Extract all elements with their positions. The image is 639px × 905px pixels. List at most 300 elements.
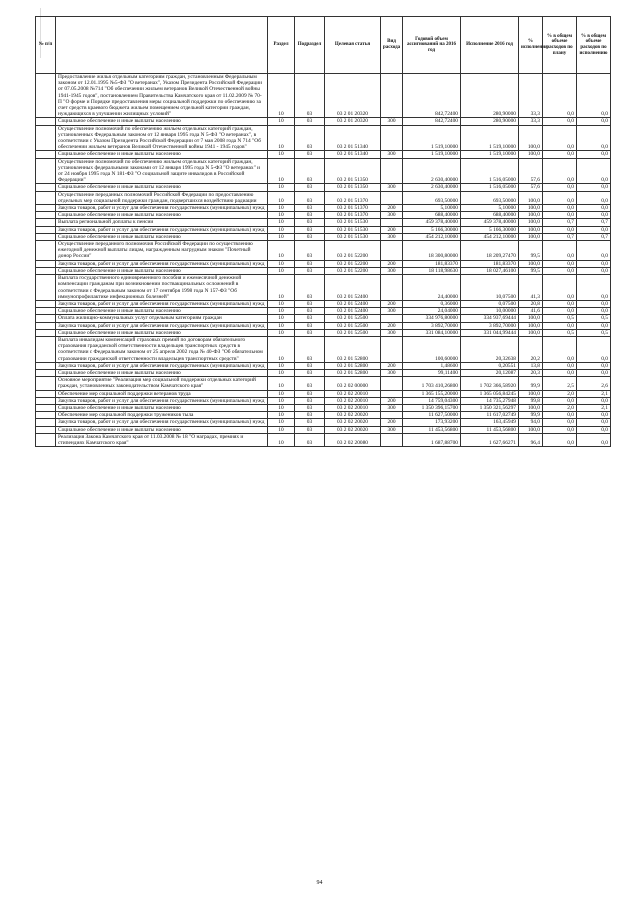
row-percent: 99,5 [519, 241, 543, 261]
row-execution: 1 516,05000 [461, 184, 519, 191]
row-percent: 41,3 [519, 275, 543, 301]
row-plan: 1 703 410,26800 [403, 377, 461, 390]
header-share-execution: % в общем объеме расходов по исполнению [577, 17, 611, 74]
row-name: Основное мероприятие "Реализация мер социальной поддержки отдельных категорий граждан, установленных законодательством Камчатского края" [56, 377, 268, 390]
row-execution: 20,32638 [461, 336, 519, 362]
row-share-execution: 0,7 [577, 233, 611, 240]
row-share-execution: 0,5 [577, 329, 611, 336]
row-execution: 181,83370 [461, 260, 519, 267]
row-expense-type: 200 [381, 205, 403, 212]
row-execution: 18 209,27470 [461, 241, 519, 261]
budget-execution-table [35, 16, 611, 447]
row-share-plan: 0,0 [543, 260, 577, 267]
row-razdel: 10 [268, 260, 295, 267]
header-annual-plan: Годовой объем ассигнований на 2016 год [403, 17, 461, 74]
row-name: Закупка товаров, работ и услуг для обеспечения государственных (муниципальных) нужд [56, 362, 268, 369]
row-expense-type [381, 433, 403, 446]
row-plan: 173,93200 [403, 419, 461, 426]
row-num [36, 308, 56, 315]
row-num [36, 241, 56, 261]
row-share-execution: 0,0 [577, 184, 611, 191]
row-expense-type: 300 [381, 118, 403, 125]
row-plan: 1 519,10000 [403, 151, 461, 158]
row-razdel: 10 [268, 205, 295, 212]
row-name: Осуществление полномочий по обеспечению жильем отдельных категорий граждан, установленных федеральными законами от 12 января 1995 года N 5-ФЗ "О ветеранах" и от 24 ноября 1995 года N 181-ФЗ "О социальной защите инвалидов в Российской Федерации" [56, 158, 268, 184]
row-percent: 100,0 [519, 233, 543, 240]
row-expense-type: 300 [381, 212, 403, 219]
table-row [36, 377, 611, 390]
row-num [36, 315, 56, 322]
row-num [36, 125, 56, 151]
row-share-execution: 0,0 [577, 426, 611, 433]
row-percent: 100,0 [519, 212, 543, 219]
row-razdel: 10 [268, 426, 295, 433]
row-podrazdel: 03 [295, 377, 325, 390]
row-execution: 3 892,70000 [461, 322, 519, 329]
row-share-execution: 0,0 [577, 260, 611, 267]
row-razdel: 10 [268, 158, 295, 184]
row-num [36, 419, 56, 426]
row-target-article: 03 2 01 20320 [325, 74, 381, 118]
row-target-article: 03 2 02 20020 [325, 426, 381, 433]
row-target-article: 03 2 02 20020 [325, 419, 381, 426]
row-percent: 100,0 [519, 260, 543, 267]
row-percent: 100,0 [519, 404, 543, 411]
row-target-article: 03 2 01 52400 [325, 308, 381, 315]
row-target-article: 03 2 01 52400 [325, 275, 381, 301]
row-expense-type [381, 241, 403, 261]
row-razdel: 10 [268, 118, 295, 125]
row-razdel: 10 [268, 308, 295, 315]
row-num [36, 267, 56, 274]
row-share-plan: 0,0 [543, 433, 577, 446]
row-podrazdel: 03 [295, 390, 325, 397]
row-share-plan: 0,0 [543, 322, 577, 329]
row-podrazdel: 03 [295, 205, 325, 212]
row-num [36, 336, 56, 362]
row-share-execution: 0,0 [577, 397, 611, 404]
row-execution: 280,90000 [461, 74, 519, 118]
table-row [36, 158, 611, 184]
row-plan: 181,83370 [403, 260, 461, 267]
row-podrazdel: 03 [295, 404, 325, 411]
row-share-plan: 0,0 [543, 118, 577, 125]
row-execution: 688,40000 [461, 212, 519, 219]
table-row [36, 118, 611, 125]
row-num [36, 404, 56, 411]
row-share-execution: 0,0 [577, 433, 611, 446]
row-share-execution: 0,0 [577, 419, 611, 426]
row-name: Закупка товаров, работ и услуг для обеспечения государственных (муниципальных) нужд [56, 419, 268, 426]
table-row [36, 184, 611, 191]
row-target-article: 03 2 02 00000 [325, 377, 381, 390]
row-expense-type: 200 [381, 260, 403, 267]
row-share-plan: 2,0 [543, 390, 577, 397]
row-percent: 99,9 [519, 412, 543, 419]
row-execution: 11 453,56800 [461, 426, 519, 433]
table-row [36, 260, 611, 267]
row-execution: 1 519,10000 [461, 125, 519, 151]
table-row [36, 74, 611, 118]
row-expense-type [381, 315, 403, 322]
table-row [36, 404, 611, 411]
row-share-execution: 2,6 [577, 377, 611, 390]
row-share-plan: 0,0 [543, 336, 577, 362]
row-razdel: 10 [268, 397, 295, 404]
row-target-article: 03 2 01 52400 [325, 300, 381, 307]
row-name: Закупка товаров, работ и услуг для обеспечения государственных (муниципальных) нужд [56, 260, 268, 267]
row-razdel: 10 [268, 412, 295, 419]
row-share-execution: 0,0 [577, 241, 611, 261]
row-target-article: 03 2 02 20020 [325, 412, 381, 419]
row-podrazdel: 03 [295, 125, 325, 151]
row-razdel: 10 [268, 191, 295, 204]
header-target-article: Целевая статья [325, 17, 381, 74]
row-num [36, 158, 56, 184]
row-podrazdel: 03 [295, 336, 325, 362]
row-name: Закупка товаров, работ и услуг для обеспечения государственных (муниципальных) нужд [56, 300, 268, 307]
row-execution: 1 519,10000 [461, 151, 519, 158]
row-expense-type: 300 [381, 151, 403, 158]
row-plan: 1,48600 [403, 362, 461, 369]
row-podrazdel: 03 [295, 275, 325, 301]
table-row [36, 233, 611, 240]
row-target-article: 03 2 01 51350 [325, 184, 381, 191]
table-row [36, 412, 611, 419]
row-num [36, 74, 56, 118]
row-execution: 459 378,40000 [461, 219, 519, 226]
row-percent: 99,5 [519, 267, 543, 274]
row-num [36, 118, 56, 125]
row-plan: 3 892,70000 [403, 322, 461, 329]
page-number: 94 [316, 880, 323, 886]
row-execution: 14 735,27948 [461, 397, 519, 404]
row-plan: 0,36000 [403, 300, 461, 307]
row-razdel: 10 [268, 125, 295, 151]
row-share-plan: 0,0 [543, 191, 577, 204]
table-row [36, 241, 611, 261]
row-percent: 100,0 [519, 329, 543, 336]
row-target-article: 03 2 01 51370 [325, 191, 381, 204]
row-execution: 1 350 321,56297 [461, 404, 519, 411]
row-expense-type: 200 [381, 226, 403, 233]
row-name: Выплата региональной доплаты к пенсии [56, 219, 268, 226]
row-execution: 0,07500 [461, 300, 519, 307]
row-expense-type [381, 390, 403, 397]
table-header-row [36, 17, 611, 74]
row-expense-type [381, 191, 403, 204]
row-execution: 1 702 366,58920 [461, 377, 519, 390]
row-share-plan: 0,0 [543, 308, 577, 315]
row-share-plan: 0,0 [543, 125, 577, 151]
row-num [36, 233, 56, 240]
row-num [36, 226, 56, 233]
row-percent: 41,6 [519, 308, 543, 315]
table-row [36, 308, 611, 315]
table-row [36, 205, 611, 212]
row-razdel: 10 [268, 267, 295, 274]
row-percent: 94,0 [519, 419, 543, 426]
row-share-plan: 0,0 [543, 241, 577, 261]
row-podrazdel: 03 [295, 151, 325, 158]
row-percent: 100,0 [519, 322, 543, 329]
table-row [36, 433, 611, 446]
row-plan: 5 166,30000 [403, 226, 461, 233]
table-row [36, 300, 611, 307]
row-execution: 18 027,46100 [461, 267, 519, 274]
row-razdel: 10 [268, 390, 295, 397]
row-razdel: 10 [268, 362, 295, 369]
row-execution: 10,07500 [461, 275, 519, 301]
row-podrazdel: 03 [295, 226, 325, 233]
row-plan: 24,04000 [403, 308, 461, 315]
row-expense-type [381, 219, 403, 226]
row-target-article: 03 2 01 52500 [325, 315, 381, 322]
row-percent: 99,8 [519, 397, 543, 404]
table-row [36, 151, 611, 158]
row-razdel: 10 [268, 275, 295, 301]
row-share-execution: 0,0 [577, 369, 611, 376]
table-row [36, 426, 611, 433]
row-razdel: 10 [268, 315, 295, 322]
row-share-plan: 0,5 [543, 329, 577, 336]
row-num [36, 397, 56, 404]
row-percent: 96,4 [519, 433, 543, 446]
row-target-article: 03 2 02 20080 [325, 433, 381, 446]
row-target-article: 03 2 01 52200 [325, 267, 381, 274]
row-execution: 163,45949 [461, 419, 519, 426]
row-razdel: 10 [268, 329, 295, 336]
row-plan: 842,72400 [403, 74, 461, 118]
row-share-execution: 0,0 [577, 336, 611, 362]
row-podrazdel: 03 [295, 308, 325, 315]
row-share-execution: 2,1 [577, 404, 611, 411]
row-percent: 57,6 [519, 158, 543, 184]
row-percent: 100,0 [519, 205, 543, 212]
row-plan: 1 365 155,20000 [403, 390, 461, 397]
row-share-plan: 0,0 [543, 426, 577, 433]
row-num [36, 426, 56, 433]
header-razdel: Раздел [268, 17, 295, 74]
row-name: Социальное обеспечение и иные выплаты населению [56, 151, 268, 158]
row-share-plan: 0,0 [543, 267, 577, 274]
row-num [36, 377, 56, 390]
row-podrazdel: 03 [295, 329, 325, 336]
row-share-execution: 0,0 [577, 212, 611, 219]
row-expense-type: 200 [381, 419, 403, 426]
row-num [36, 390, 56, 397]
row-name: Предоставление жилья отдельным категориям граждан, установленным Федеральным законом от 12.01.1995 №5-ФЗ "О ветеранах", Указом Президента Российской Федерации от 07.05.2008 №714 "Об обеспечении жильем ветеранов Великой Отечественной войны 1941-1945 годов", постановлением Правительства Камчатского края от 11.02.2009 № 70-П "О форме и Порядке предоставления меры социальной поддержки по обеспечению за счет средств краевого бюджета жильем помещением отдельной категории граждан, нуждающихся в улучшении жилищных условий" [56, 74, 268, 118]
table-row [36, 369, 611, 376]
row-percent: 100,0 [519, 125, 543, 151]
row-name: Социальное обеспечение и иные выплаты населению [56, 212, 268, 219]
row-podrazdel: 03 [295, 184, 325, 191]
row-share-execution: 0,0 [577, 362, 611, 369]
row-share-execution: 0,0 [577, 308, 611, 315]
row-plan: 2 630,40000 [403, 158, 461, 184]
row-share-execution: 2,1 [577, 390, 611, 397]
row-razdel: 10 [268, 184, 295, 191]
row-plan: 18 300,80000 [403, 241, 461, 261]
row-execution: 1 627,66271 [461, 433, 519, 446]
row-expense-type [381, 336, 403, 362]
row-expense-type: 300 [381, 369, 403, 376]
row-share-execution: 0,0 [577, 267, 611, 274]
row-share-execution: 0,0 [577, 158, 611, 184]
row-num [36, 369, 56, 376]
row-name: Реализация Закона Камчатского края от 11.03.2008 № 18 "О наградах, премиях и стипендиях Камчатского края" [56, 433, 268, 446]
row-name: Выплата инвалидам компенсаций страховых премий по договорам обязательного страхования гражданской ответственности владельцев транспортных средств в соответствии с Федеральным законом от 25 апреля 2002 года № 40-ФЗ "Об обязательном страховании гражданской ответственности владельцев транспортных средств" [56, 336, 268, 362]
row-expense-type [381, 412, 403, 419]
row-podrazdel: 03 [295, 397, 325, 404]
table-row [36, 275, 611, 301]
row-podrazdel: 03 [295, 426, 325, 433]
row-razdel: 10 [268, 336, 295, 362]
row-podrazdel: 03 [295, 241, 325, 261]
row-plan: 24,40000 [403, 275, 461, 301]
row-share-execution: 0,5 [577, 315, 611, 322]
row-name: Социальное обеспечение и иные выплаты населению [56, 404, 268, 411]
row-percent: 100,0 [519, 315, 543, 322]
row-percent: 99,9 [519, 377, 543, 390]
row-expense-type: 300 [381, 404, 403, 411]
row-podrazdel: 03 [295, 369, 325, 376]
row-target-article: 03 2 01 51350 [325, 158, 381, 184]
row-percent: 100,0 [519, 219, 543, 226]
row-razdel: 10 [268, 151, 295, 158]
row-share-execution: 0,0 [577, 74, 611, 118]
row-share-execution: 0,0 [577, 322, 611, 329]
row-share-execution: 0,7 [577, 219, 611, 226]
row-razdel: 10 [268, 377, 295, 390]
row-expense-type: 300 [381, 426, 403, 433]
row-target-article: 03 2 01 20320 [325, 118, 381, 125]
row-name: Осуществление полномочий по обеспечению жильем отдельных категорий граждан, установленных Федеральным законом от 12 января 1995 года N 5-ФЗ "О ветеранах", в соответствии с Указом Президента Российской Федерации от 7 мая 2008 года N 714 "Об обеспечении жильем ветеранов Великой Отечественной войны 1941 - 1945 годов" [56, 125, 268, 151]
row-razdel: 10 [268, 226, 295, 233]
row-name: Оплата жилищно-коммунальных услуг отдельным категориям граждан [56, 315, 268, 322]
row-plan: 842,72400 [403, 118, 461, 125]
row-podrazdel: 03 [295, 233, 325, 240]
row-expense-type [381, 275, 403, 301]
row-razdel: 10 [268, 433, 295, 446]
row-target-article: 03 2 01 52800 [325, 362, 381, 369]
table-row [36, 419, 611, 426]
row-plan: 454 212,10000 [403, 233, 461, 240]
row-target-article: 03 2 01 52800 [325, 336, 381, 362]
row-target-article: 03 2 01 51340 [325, 151, 381, 158]
row-execution: 280,90000 [461, 118, 519, 125]
row-share-plan: 0,0 [543, 300, 577, 307]
row-target-article: 03 2 01 52500 [325, 322, 381, 329]
header-name [56, 17, 268, 74]
row-podrazdel: 03 [295, 267, 325, 274]
row-plan: 100,60000 [403, 336, 461, 362]
table-row [36, 191, 611, 204]
row-plan: 459 378,40000 [403, 219, 461, 226]
row-num [36, 433, 56, 446]
row-share-execution: 0,0 [577, 118, 611, 125]
row-percent: 100,0 [519, 390, 543, 397]
row-target-article: 03 2 01 52200 [325, 260, 381, 267]
row-share-execution: 0,0 [577, 300, 611, 307]
row-target-article: 03 2 01 51370 [325, 205, 381, 212]
table-row [36, 267, 611, 274]
row-name: Социальное обеспечение и иные выплаты населению [56, 369, 268, 376]
row-plan: 334 976,80000 [403, 315, 461, 322]
row-plan: 693,50000 [403, 191, 461, 204]
row-num [36, 184, 56, 191]
row-execution: 334 937,69444 [461, 315, 519, 322]
row-expense-type: 300 [381, 184, 403, 191]
row-share-plan: 0,0 [543, 205, 577, 212]
row-num [36, 322, 56, 329]
row-name: Закупка товаров, работ и услуг для обеспечения государственных (муниципальных) нужд [56, 397, 268, 404]
row-target-article: 03 2 01 51530 [325, 226, 381, 233]
row-share-plan: 0,0 [543, 226, 577, 233]
row-razdel: 10 [268, 219, 295, 226]
row-share-plan: 0,0 [543, 419, 577, 426]
row-share-execution: 0,0 [577, 275, 611, 301]
row-share-plan: 0,0 [543, 275, 577, 301]
row-percent: 20,8 [519, 300, 543, 307]
row-name: Социальное обеспечение и иные выплаты населению [56, 329, 268, 336]
row-percent: 20,3 [519, 369, 543, 376]
row-num [36, 362, 56, 369]
table-row [36, 212, 611, 219]
row-plan: 14 759,04300 [403, 397, 461, 404]
row-share-execution: 0,0 [577, 151, 611, 158]
row-plan: 11 453,56800 [403, 426, 461, 433]
row-podrazdel: 03 [295, 419, 325, 426]
row-execution: 454 212,10000 [461, 233, 519, 240]
row-target-article: 03 2 02 20010 [325, 390, 381, 397]
row-expense-type [381, 377, 403, 390]
header-podrazdel: Подраздел [295, 17, 325, 74]
row-share-plan: 0,0 [543, 397, 577, 404]
row-target-article: 03 2 02 20010 [325, 404, 381, 411]
row-num [36, 205, 56, 212]
row-target-article: 03 2 01 52800 [325, 369, 381, 376]
row-num [36, 151, 56, 158]
row-razdel: 10 [268, 419, 295, 426]
row-expense-type: 200 [381, 397, 403, 404]
row-name: Социальное обеспечение и иные выплаты населению [56, 184, 268, 191]
row-name: Осуществление переданных полномочий Российской Федерации по предоставлению отдельных мер социальной поддержки граждан, подвергшихся воздействию радиации [56, 191, 268, 204]
row-percent: 100,0 [519, 226, 543, 233]
row-podrazdel: 03 [295, 300, 325, 307]
row-num [36, 260, 56, 267]
row-plan: 11 627,50000 [403, 412, 461, 419]
row-target-article: 03 2 01 51530 [325, 233, 381, 240]
row-name: Социальное обеспечение и иные выплаты населению [56, 267, 268, 274]
row-share-plan: 0,0 [543, 151, 577, 158]
row-podrazdel: 03 [295, 260, 325, 267]
row-expense-type: 300 [381, 308, 403, 315]
row-expense-type [381, 158, 403, 184]
table-row [36, 329, 611, 336]
table-row [36, 336, 611, 362]
row-plan: 1 350 396,15700 [403, 404, 461, 411]
row-target-article: 03 2 01 52500 [325, 329, 381, 336]
row-percent: 100,0 [519, 191, 543, 204]
row-share-plan: 0,0 [543, 369, 577, 376]
row-percent: 100,0 [519, 426, 543, 433]
row-podrazdel: 03 [295, 74, 325, 118]
row-share-plan: 0,0 [543, 158, 577, 184]
row-podrazdel: 03 [295, 158, 325, 184]
row-share-plan: 2,5 [543, 377, 577, 390]
table-row [36, 322, 611, 329]
